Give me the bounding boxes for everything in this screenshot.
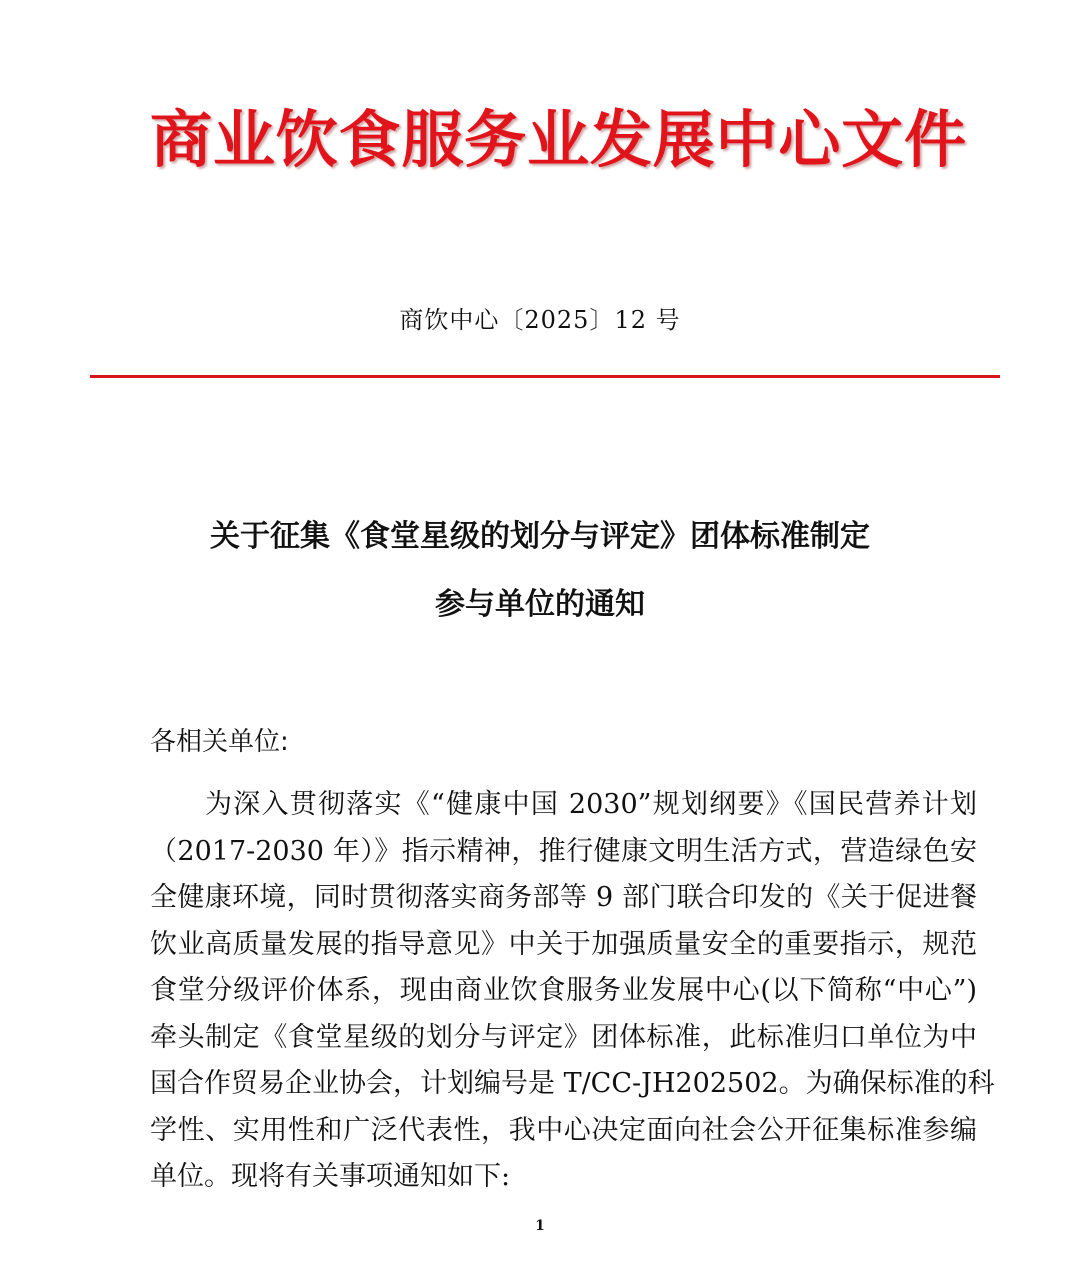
body-line: 学性、实用性和广泛代表性，我中心决定面向社会公开征集标准参编 <box>150 1114 977 1146</box>
body-line: 牵头制定《食堂星级的划分与评定》团体标准，此标准归口单位为中 <box>150 1021 977 1053</box>
document-header-title: 商业饮食服务业发展中心文件 <box>150 103 965 176</box>
body-line: 全健康环境，同时贯彻落实商务部等 9 部门联合印发的《关于促进餐 <box>150 882 977 913</box>
page-number: 1 <box>535 1218 545 1234</box>
body-line: 为深入贯彻落实《“健康中国 2030”规划纲要》《国民营养计划 <box>205 789 977 820</box>
body-line: 国合作贸易企业协会，计划编号是 T/CC-JH202502。为确保标准的科 <box>150 1068 995 1099</box>
body-line: 单位。现将有关事项通知如下: <box>150 1161 511 1192</box>
body-line: 饮业高质量发展的指导意见》中关于加强质量安全的重要指示，规范 <box>150 928 977 960</box>
notice-title-line-2: 参与单位的通知 <box>435 587 645 622</box>
salutation: 各相关单位: <box>150 727 289 757</box>
document-number: 商饮中心〔2025〕12 号 <box>399 306 681 334</box>
body-line: 食堂分级评价体系，现由商业饮食服务业发展中心(以下简称“中心”) <box>150 975 977 1006</box>
body-paragraph <box>150 785 995 1204</box>
body-line: （2017-2030 年）》指示精神，推行健康文明生活方式，营造绿色安 <box>150 835 977 867</box>
red-divider-line <box>90 375 1000 378</box>
notice-title-line-1: 关于征集《食堂星级的划分与评定》团体标准制定 <box>210 519 870 554</box>
